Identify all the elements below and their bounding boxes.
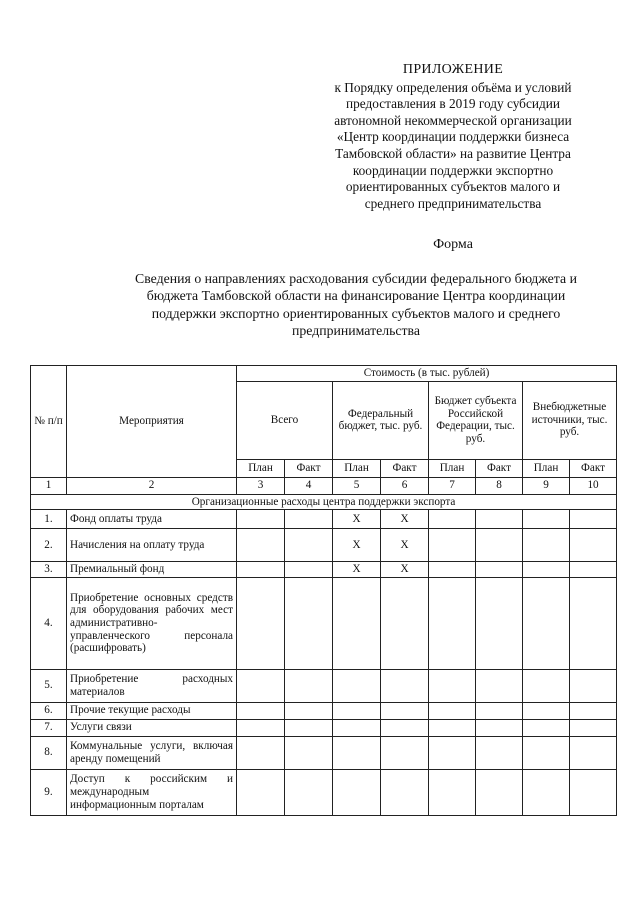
empty-cell <box>285 562 333 578</box>
column-number: 3 <box>237 477 285 494</box>
column-number: 4 <box>285 477 333 494</box>
row-text: Доступ к российским и международным информационным порталам <box>67 769 237 815</box>
row-text: Услуги связи <box>67 719 237 736</box>
empty-cell <box>570 719 617 736</box>
row-number: 5. <box>31 669 67 702</box>
appendix-line: к Порядку определения объёма и условий <box>334 79 572 95</box>
header-group-offbudget: Внебюджетные источники, тыс. руб. <box>523 381 617 459</box>
header-plan: План <box>523 459 570 477</box>
empty-cell <box>476 736 523 769</box>
row-number: 6. <box>31 702 67 719</box>
empty-cell <box>476 510 523 529</box>
empty-cell <box>429 510 476 529</box>
header-fact: Факт <box>570 459 617 477</box>
empty-cell <box>237 669 285 702</box>
appendix-line: среднего предпринимательства <box>364 195 542 211</box>
empty-cell <box>523 577 570 669</box>
table-row <box>31 577 617 669</box>
empty-cell <box>476 769 523 815</box>
x-mark: X <box>381 529 429 562</box>
empty-cell <box>285 529 333 562</box>
empty-cell <box>285 736 333 769</box>
empty-cell <box>429 577 476 669</box>
caption-line: предпринимательства <box>291 323 421 339</box>
empty-cell <box>476 669 523 702</box>
empty-cell <box>570 769 617 815</box>
empty-cell <box>333 702 381 719</box>
empty-cell <box>429 736 476 769</box>
appendix-line: «Центр координации поддержки бизнеса <box>336 129 570 145</box>
header-fact: Факт <box>381 459 429 477</box>
appendix-title: ПРИЛОЖЕНИЕ <box>402 62 504 77</box>
column-number: 10 <box>570 477 617 494</box>
table-row <box>31 510 617 529</box>
header-event: Мероприятия <box>67 366 237 478</box>
caption-line: бюджета Тамбовской области на финансирование Центра координации <box>146 288 566 304</box>
header-fact: Факт <box>476 459 523 477</box>
empty-cell <box>523 510 570 529</box>
empty-cell <box>285 577 333 669</box>
empty-cell <box>476 702 523 719</box>
empty-cell <box>523 769 570 815</box>
empty-cell <box>429 769 476 815</box>
column-number: 2 <box>67 477 237 494</box>
empty-cell <box>523 702 570 719</box>
header-group-regional: Бюджет субъекта Российской Федерации, тыс. руб. <box>429 381 523 459</box>
header-num: № п/п <box>31 366 67 478</box>
empty-cell <box>237 577 285 669</box>
appendix-line: Тамбовской области» на развитие Центра <box>335 145 571 161</box>
column-numbers-row <box>31 477 617 494</box>
empty-cell <box>285 769 333 815</box>
x-mark: X <box>333 510 381 529</box>
empty-cell <box>570 577 617 669</box>
expenses-table <box>30 365 617 816</box>
document-caption <box>96 270 616 340</box>
empty-cell <box>381 736 429 769</box>
row-text: Коммунальные услуги, включая аренду помещений <box>67 736 237 769</box>
x-mark: X <box>381 562 429 578</box>
caption-line: поддержки экспортно ориентированных субъектов малого и среднего <box>151 305 561 321</box>
empty-cell <box>237 736 285 769</box>
row-text: Начисления на оплату труда <box>67 529 237 562</box>
header-plan: План <box>429 459 476 477</box>
appendix-line: автономной некоммерческой организации <box>334 112 572 128</box>
empty-cell <box>570 702 617 719</box>
row-number: 1. <box>31 510 67 529</box>
empty-cell <box>570 669 617 702</box>
empty-cell <box>333 719 381 736</box>
empty-cell <box>570 736 617 769</box>
section-row <box>31 494 617 510</box>
empty-cell <box>570 510 617 529</box>
empty-cell <box>237 562 285 578</box>
header-group-federal: Федеральный бюджет, тыс. руб. <box>333 381 429 459</box>
empty-cell <box>429 719 476 736</box>
header-group-total: Всего <box>237 381 333 459</box>
empty-cell <box>237 510 285 529</box>
empty-cell <box>381 669 429 702</box>
empty-cell <box>285 719 333 736</box>
empty-cell <box>476 577 523 669</box>
table-row <box>31 702 617 719</box>
empty-cell <box>476 562 523 578</box>
empty-cell <box>333 736 381 769</box>
appendix-line: координации поддержки экспортно <box>352 162 554 178</box>
table-row <box>31 719 617 736</box>
table-row <box>31 669 617 702</box>
empty-cell <box>333 577 381 669</box>
column-number: 6 <box>381 477 429 494</box>
row-number: 7. <box>31 719 67 736</box>
row-text: Фонд оплаты труда <box>67 510 237 529</box>
row-text: Приобретение расходных материалов <box>67 669 237 702</box>
form-label: Форма <box>433 237 473 252</box>
header-cost: Стоимость (в тыс. рублей) <box>237 366 617 382</box>
section-title: Организационные расходы центра поддержки экспорта <box>31 494 617 510</box>
empty-cell <box>523 562 570 578</box>
empty-cell <box>523 719 570 736</box>
empty-cell <box>523 529 570 562</box>
x-mark: X <box>333 529 381 562</box>
column-number: 9 <box>523 477 570 494</box>
x-mark: X <box>333 562 381 578</box>
empty-cell <box>381 769 429 815</box>
empty-cell <box>237 769 285 815</box>
header-plan: План <box>333 459 381 477</box>
appendix-block <box>300 62 606 212</box>
table-row <box>31 562 617 578</box>
empty-cell <box>237 702 285 719</box>
column-number: 7 <box>429 477 476 494</box>
empty-cell <box>237 529 285 562</box>
empty-cell <box>429 702 476 719</box>
empty-cell <box>285 702 333 719</box>
empty-cell <box>381 577 429 669</box>
empty-cell <box>333 769 381 815</box>
empty-cell <box>476 719 523 736</box>
empty-cell <box>476 529 523 562</box>
appendix-line: предоставления в 2019 году субсидии <box>346 96 560 112</box>
column-number: 8 <box>476 477 523 494</box>
table-row <box>31 736 617 769</box>
row-number: 9. <box>31 769 67 815</box>
empty-cell <box>333 669 381 702</box>
row-text: Премиальный фонд <box>67 562 237 578</box>
empty-cell <box>523 669 570 702</box>
empty-cell <box>429 529 476 562</box>
row-number: 3. <box>31 562 67 578</box>
header-plan: План <box>237 459 285 477</box>
empty-cell <box>429 562 476 578</box>
empty-cell <box>429 669 476 702</box>
caption-line: Сведения о направлениях расходования субсидии федерального бюджета и <box>135 271 577 286</box>
empty-cell <box>381 702 429 719</box>
table-row <box>31 769 617 815</box>
empty-cell <box>523 736 570 769</box>
empty-cell <box>285 510 333 529</box>
header-fact: Факт <box>285 459 333 477</box>
empty-cell <box>237 719 285 736</box>
table-row <box>31 529 617 562</box>
column-number: 5 <box>333 477 381 494</box>
empty-cell <box>570 562 617 578</box>
header-row-cost <box>31 366 617 382</box>
row-text: Приобретение основных средств для оборудования рабочих мест административно-управленческого персонала (расшифровать) <box>67 577 237 669</box>
row-number: 4. <box>31 577 67 669</box>
x-mark: X <box>381 510 429 529</box>
empty-cell <box>381 719 429 736</box>
row-text: Прочие текущие расходы <box>67 702 237 719</box>
empty-cell <box>570 529 617 562</box>
row-number: 8. <box>31 736 67 769</box>
row-number: 2. <box>31 529 67 562</box>
appendix-line: ориентированных субъектов малого и <box>345 179 561 195</box>
empty-cell <box>285 669 333 702</box>
column-number: 1 <box>31 477 67 494</box>
